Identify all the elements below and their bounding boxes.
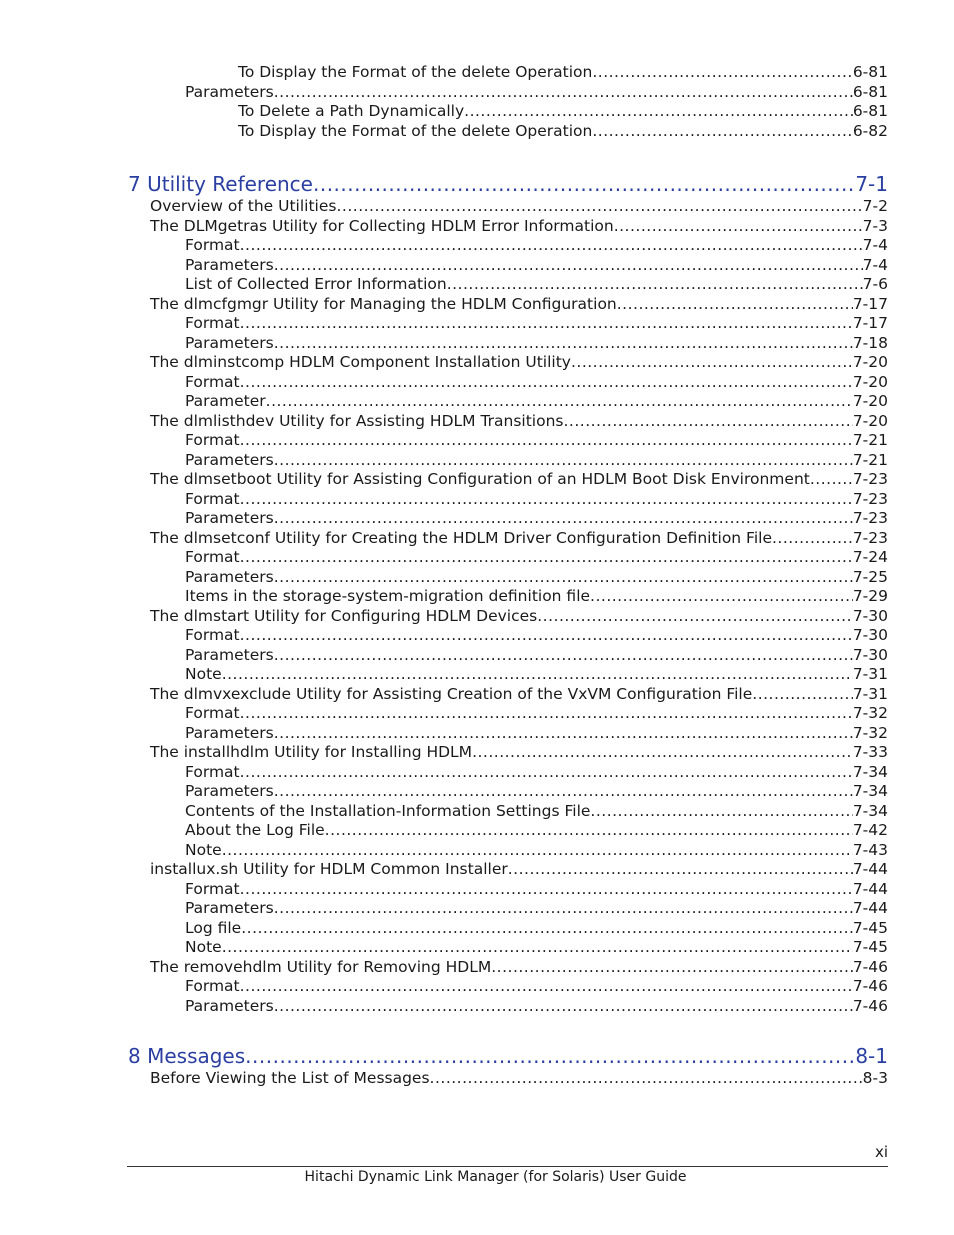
toc-entry[interactable] [128, 724, 888, 744]
toc-entry[interactable] [128, 392, 888, 412]
entry-title: The removehdlm Utility for Removing HDLM [150, 957, 492, 976]
toc-entry[interactable] [128, 743, 888, 763]
entry-title: The dlmsetconf Utility for Creating the HDLM Driver Configuration Definition File [150, 528, 772, 547]
dot-leader [240, 236, 863, 256]
entry-page: 7-42 [852, 821, 888, 839]
entry-page: 6-82 [852, 121, 888, 140]
entry-title: Parameters [185, 82, 274, 101]
entry-title: Log file [185, 918, 242, 937]
entry-title: Format [185, 236, 240, 254]
entry-title: Contents of the Installation-Information Settings File [185, 801, 591, 820]
entry-title: Items in the storage-system-migration definition file [185, 587, 591, 605]
entry-page: 6-81 [852, 63, 888, 81]
dot-leader [810, 470, 853, 490]
entry-page: 7-6 [862, 275, 888, 293]
entry-page: 6-81 [852, 102, 888, 120]
page-number: xi [874, 1143, 888, 1161]
entry-title: The dlmlisthdev Utility for Assisting HDLM Transitions [150, 411, 564, 430]
dot-leader [274, 646, 853, 666]
toc-entry[interactable] [128, 83, 888, 103]
dot-leader [274, 782, 853, 802]
dot-leader [241, 919, 853, 939]
toc-entry[interactable] [128, 431, 888, 451]
dot-leader [240, 431, 853, 451]
toc-entry[interactable] [128, 938, 888, 958]
toc-entry[interactable] [128, 685, 888, 705]
toc-entry[interactable] [128, 548, 888, 568]
entry-title: Format [185, 626, 240, 644]
toc-entry[interactable] [128, 470, 888, 490]
dot-leader [274, 334, 853, 354]
toc-entry[interactable] [128, 217, 888, 237]
entry-page: 7-45 [852, 918, 888, 937]
dot-leader [240, 880, 853, 900]
toc-entry[interactable] [128, 997, 888, 1017]
entry-title: Format [185, 879, 240, 898]
entry-page: 7-4 [862, 255, 888, 274]
dot-leader [274, 724, 853, 744]
entry-page: 7-34 [852, 762, 888, 781]
footer-divider [127, 1166, 888, 1167]
entry-title: Format [185, 314, 240, 332]
entry-title: Format [185, 762, 240, 781]
entry-page: 7-23 [852, 528, 888, 547]
entry-page: 7-2 [862, 197, 888, 215]
entry-title: Parameters [185, 509, 274, 527]
entry-title: The dlminstcomp HDLM Component Installation Utility [150, 353, 571, 371]
toc-entry[interactable] [128, 568, 888, 588]
entry-title: Parameters [185, 996, 274, 1015]
entry-page: 7-32 [852, 723, 888, 742]
entry-page: 7-34 [852, 782, 888, 800]
entry-page: 8-3 [862, 1069, 888, 1087]
footer-book-title [127, 1169, 888, 1185]
entry-title: Parameters [185, 899, 274, 917]
entry-page: 7-43 [852, 840, 888, 859]
entry-page: 7-32 [852, 704, 888, 722]
toc-entry[interactable] [128, 919, 888, 939]
entry-title: Format [185, 548, 240, 566]
dot-leader [313, 171, 855, 197]
toc-chapter-7[interactable] [128, 171, 888, 197]
dot-leader [274, 509, 853, 529]
dot-leader [222, 665, 853, 685]
dot-leader [240, 704, 853, 724]
entry-page: 7-45 [852, 938, 888, 956]
toc-entry[interactable] [128, 587, 888, 607]
toc-entry[interactable] [128, 295, 888, 315]
dot-leader [491, 958, 853, 978]
dot-leader [537, 607, 853, 627]
toc-entry[interactable] [128, 197, 888, 217]
entry-title: Format [185, 431, 240, 449]
dot-leader [325, 821, 853, 841]
chapter-page: 7-1 [855, 172, 888, 196]
entry-page: 7-31 [852, 665, 888, 683]
entry-title: To Display the Format of the delete Operation [238, 63, 593, 81]
dot-leader [245, 1043, 855, 1069]
toc-entry[interactable] [128, 899, 888, 919]
entry-title: The dlmsetboot Utility for Assisting Configuration of an HDLM Boot Disk Environment [150, 470, 810, 488]
entry-title: Format [185, 977, 240, 995]
dot-leader [240, 763, 853, 783]
entry-title: Parameter [185, 392, 266, 410]
entry-page: 7-17 [852, 314, 888, 332]
entry-page: 7-4 [862, 236, 888, 254]
entry-page: 6-81 [852, 82, 888, 101]
entry-title: The dlmcfgmgr Utility for Managing the HDLM Configuration [150, 294, 617, 313]
toc-entry[interactable] [128, 665, 888, 685]
toc-entry[interactable] [128, 821, 888, 841]
entry-title: Format [185, 372, 240, 391]
dot-leader [266, 392, 853, 412]
entry-page: 7-20 [852, 392, 888, 410]
toc-entry[interactable] [128, 63, 888, 83]
toc-chapter-7-entries [128, 197, 888, 1016]
entry-title: Note [185, 840, 222, 859]
dot-leader [508, 860, 853, 880]
entry-page: 7-44 [852, 860, 888, 878]
entry-page: 7-21 [852, 450, 888, 469]
toc-chapter-8-entries [128, 1069, 888, 1089]
toc-entry[interactable] [128, 353, 888, 373]
toc-entry[interactable] [128, 958, 888, 978]
entry-page: 7-46 [852, 957, 888, 976]
entry-title: Parameters [185, 723, 274, 742]
entry-page: 7-44 [852, 879, 888, 898]
toc-entry[interactable] [128, 334, 888, 354]
dot-leader [274, 256, 863, 276]
entry-page: 7-34 [852, 801, 888, 820]
entry-page: 7-18 [852, 333, 888, 352]
toc-entry[interactable] [128, 646, 888, 666]
entry-title: The dlmstart Utility for Configuring HDLM Devices [150, 606, 538, 625]
dot-leader [564, 412, 853, 432]
toc-entry[interactable] [128, 860, 888, 880]
entry-page: 7-30 [852, 626, 888, 644]
toc-entry[interactable] [128, 451, 888, 471]
dot-leader [752, 685, 853, 705]
chapter-title: 7 Utility Reference [128, 172, 313, 196]
toc-entry[interactable] [128, 607, 888, 627]
toc-entry[interactable] [128, 412, 888, 432]
toc-entry[interactable] [128, 802, 888, 822]
entry-page: 7-20 [852, 353, 888, 371]
toc-continued-section [128, 63, 888, 141]
entry-page: 7-17 [852, 294, 888, 313]
entry-title: Overview of the Utilities [150, 197, 337, 215]
toc-entry[interactable] [128, 704, 888, 724]
dot-leader [472, 743, 853, 763]
dot-leader [240, 548, 853, 568]
dot-leader [240, 626, 853, 646]
dot-leader [240, 977, 853, 997]
chapter-title: 8 Messages [128, 1044, 246, 1068]
dot-leader [590, 587, 853, 607]
book-title-text: Hitachi Dynamic Link Manager (for Solaris) User Guide [304, 1169, 687, 1185]
entry-page: 7-20 [852, 372, 888, 391]
entry-page: 7-46 [852, 996, 888, 1015]
dot-leader [590, 802, 852, 822]
toc-entry[interactable] [128, 314, 888, 334]
entry-page: 7-3 [862, 216, 888, 235]
toc-entry[interactable] [128, 490, 888, 510]
entry-title: The dlmvxexclude Utility for Assisting Creation of the VxVM Configuration File [150, 684, 753, 703]
dot-leader [447, 275, 863, 295]
entry-title: Note [185, 938, 222, 956]
entry-page: 7-20 [852, 411, 888, 430]
entry-title: The DLMgetras Utility for Collecting HDLM Error Information [150, 216, 614, 235]
entry-title: Parameters [185, 567, 274, 586]
entry-page: 7-21 [852, 431, 888, 449]
toc-entry[interactable] [128, 841, 888, 861]
dot-leader [274, 451, 853, 471]
entry-page: 7-23 [852, 489, 888, 508]
dot-leader [240, 314, 853, 334]
toc-entry[interactable] [128, 236, 888, 256]
toc-entry[interactable] [128, 256, 888, 276]
entry-page: 7-24 [852, 548, 888, 566]
dot-leader [274, 899, 853, 919]
entry-title: Parameters [185, 255, 274, 274]
entry-title: Format [185, 704, 240, 722]
toc-entry[interactable] [128, 626, 888, 646]
toc-entry[interactable] [128, 763, 888, 783]
toc-entry[interactable] [128, 275, 888, 295]
toc-entry[interactable] [128, 122, 888, 142]
dot-leader [464, 102, 853, 122]
toc-entry[interactable] [128, 880, 888, 900]
dot-leader [240, 490, 853, 510]
entry-page: 7-23 [852, 509, 888, 527]
entry-page: 7-44 [852, 899, 888, 917]
entry-title: Parameters [185, 450, 274, 469]
entry-page: 7-30 [852, 606, 888, 625]
toc-entry[interactable] [128, 1069, 888, 1089]
toc-entry[interactable] [128, 782, 888, 802]
entry-title: installux.sh Utility for HDLM Common Installer [150, 860, 508, 878]
dot-leader [240, 373, 853, 393]
entry-title: To Delete a Path Dynamically [238, 102, 465, 120]
toc-entry[interactable] [128, 373, 888, 393]
entry-title: Parameters [185, 782, 274, 800]
dot-leader [592, 122, 852, 142]
entry-title: Before Viewing the List of Messages [150, 1069, 430, 1087]
entry-page: 7-23 [852, 470, 888, 488]
entry-page: 7-30 [852, 645, 888, 664]
entry-title: Note [185, 665, 222, 683]
dot-leader [222, 841, 853, 861]
dot-leader [614, 217, 863, 237]
entry-title: Parameters [185, 333, 274, 352]
dot-leader [274, 997, 853, 1017]
toc-chapter-8[interactable] [128, 1043, 888, 1069]
entry-title: Parameters [185, 645, 274, 664]
dot-leader [274, 568, 853, 588]
dot-leader [617, 295, 853, 315]
dot-leader [571, 353, 853, 373]
dot-leader [274, 83, 853, 103]
entry-title: List of Collected Error Information [185, 275, 447, 293]
entry-page: 7-31 [852, 684, 888, 703]
entry-page: 7-46 [852, 977, 888, 995]
entry-title: To Display the Format of the delete Operation [238, 121, 593, 140]
entry-title: About the Log File [185, 821, 325, 839]
chapter-page: 8-1 [855, 1044, 888, 1068]
table-of-contents [128, 63, 888, 1089]
dot-leader [222, 938, 853, 958]
toc-entry[interactable] [128, 977, 888, 997]
entry-page: 7-33 [852, 743, 888, 761]
entry-title: The installhdlm Utility for Installing HDLM [150, 743, 473, 761]
entry-page: 7-25 [852, 567, 888, 586]
dot-leader [430, 1069, 863, 1089]
toc-entry[interactable] [128, 102, 888, 122]
dot-leader [592, 63, 852, 83]
dot-leader [336, 197, 862, 217]
dot-leader [772, 529, 853, 549]
toc-entry[interactable] [128, 509, 888, 529]
toc-entry[interactable] [128, 529, 888, 549]
entry-page: 7-29 [852, 587, 888, 605]
entry-title: Format [185, 489, 240, 508]
